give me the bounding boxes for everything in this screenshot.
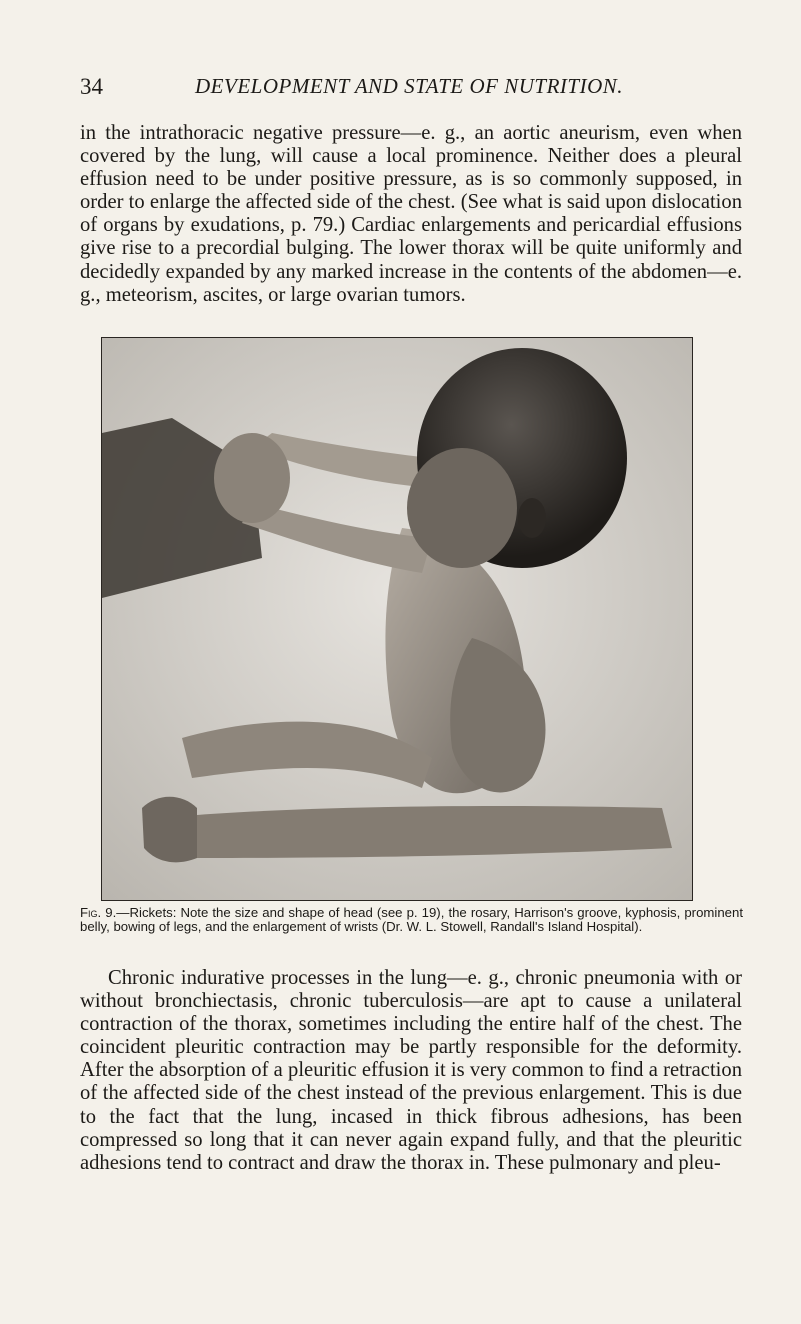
infant-ear (518, 498, 546, 538)
infant-foot (142, 797, 197, 863)
infant-photo-illustration (102, 338, 692, 900)
body-paragraph-2: Chronic indurative processes in the lung—e. g., chronic pneumonia with or without bronchiectasis, chronic tuberculosis—are apt to cause a unilateral contraction of the thorax, sometimes including the entire half of the chest. The coincident pleuritic contraction may be partly responsible for the deformity. After the absorption of a pleuritic effusion it is very common to find a retraction of the affected side of the chest instead of the previous enlargement. This is due to the fact that the lung, incased in thick fibrous adhesions, has been compressed so long that it can never again expand fully, and that the pleuritic adhesions tend to contract and draw the thorax in. These pulmonary and pleu- (80, 967, 742, 1174)
body-paragraph-1: in the intrathoracic negative pressure—e. g., an aortic aneurism, even when covered by the lung, will cause a local prominence. Neither does a pleural effusion need to be under positive pressure, as is so commonly supposed, in order to enlarge the affected side of the chest. (See what is said upon dislocation of organs by exudations, p. 79.) Cardiac enlargements and pericardial effusions give rise to a precordial bulging. The lower thorax will be quite uniformly and decidedly expanded by any marked increase in the contents of the abdomen—e. g., meteorism, ascites, or large ovarian tumors. (80, 122, 742, 306)
figure-caption-text: —Rickets: Note the size and shape of head (see p. 19), the rosary, Harrison's groove, kyphosis, prominent belly, bowing of legs, and the enlargement of wrists (Dr. W. L. Stowell, Randall's Island Hospital). (80, 905, 743, 935)
infant-face (407, 448, 517, 568)
infant-hands (214, 433, 290, 523)
infant-leg-extended (162, 806, 672, 858)
page-number: 34 (80, 74, 103, 99)
figure-photograph (101, 337, 693, 901)
figure-caption (80, 906, 743, 934)
figure-label: Fig. 9. (80, 905, 117, 920)
running-head: DEVELOPMENT AND STATE OF NUTRITION. (195, 74, 624, 98)
